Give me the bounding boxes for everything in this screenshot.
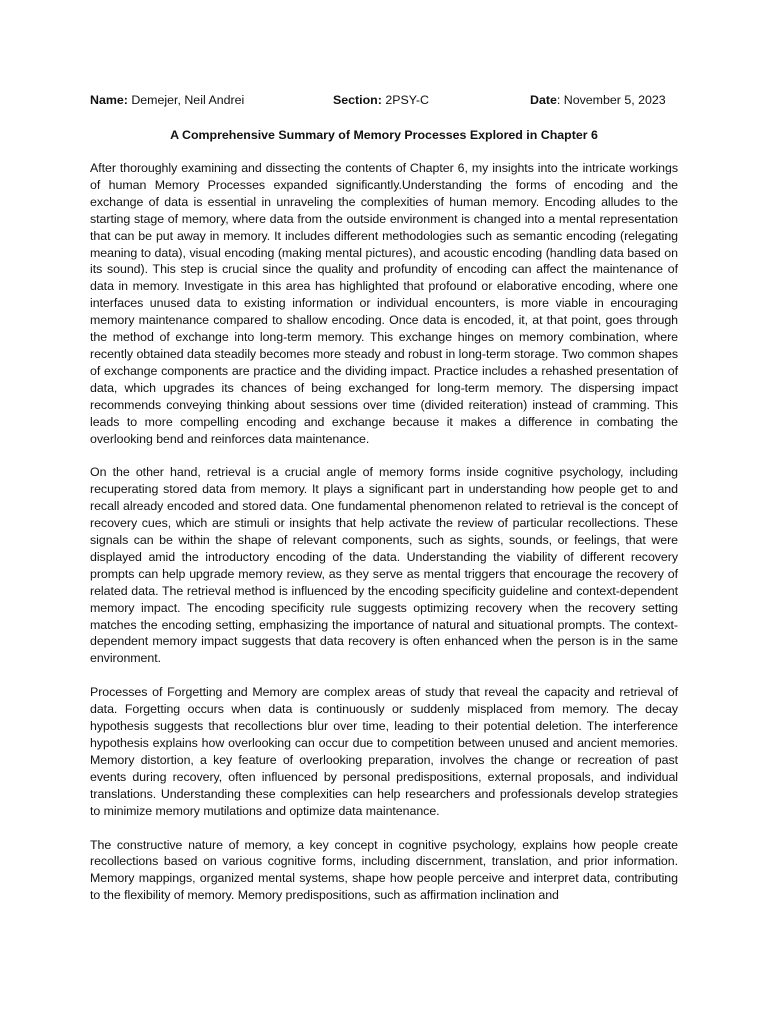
date-value: : November 5, 2023 bbox=[556, 93, 666, 107]
document-page bbox=[90, 91, 678, 904]
paragraph-forgetting: Processes of Forgetting and Memory are complex areas of study that reveal the capacity and retrieval of data. Forgetting occurs when data is continuously or suddenly misplaced from memory. The decay hypothesis suggests that recollections blur over time, leading to their potential deletion. The interference hypothesis explains how overlooking can occur due to competition between unused and ancient memories. Memory distortion, a key feature of overlooking preparation, involves the change or recreation of past events during recovery, often influenced by personal predispositions, external proposals, and individual translations. Understanding these complexities can help researchers and professionals develop strategies to minimize memory mutilations and optimize data maintenance. bbox=[90, 685, 678, 818]
section-value: 2PSY-C bbox=[385, 93, 429, 107]
paragraph-encoding: After thoroughly examining and dissecting the contents of Chapter 6, my insights into the intricate workings of human Memory Processes expanded significantly.Understanding the forms of encoding and the exchange of data is essential in unraveling the complexities of human memory. Encoding alludes to the starting stage of memory, where data from the outside environment is changed into a mental representation that can be put away in memory. It includes different methodologies such as semantic encoding (relegating meaning to data), visual encoding (making mental pictures), and acoustic encoding (handling data based on its sound). This step is crucial since the quality and profundity of encoding can affect the maintenance of data in memory. Investigate in this area has highlighted that profound or elaborative encoding, where one interfaces unused data to existing information or individual encounters, is more viable in encouraging memory maintenance compared to shallow encoding. Once data is encoded, it, at that point, goes through the method of exchange into long-term memory. This exchange hinges on memory combination, where recently obtained data steadily becomes more steady and robust in long-term storage. Two common shapes of exchange components are practice and the dividing impact. Practice includes a rehashed presentation of data, which upgrades its chances of being exchanged for long-term memory. The dispersing impact recommends conveying thinking about sessions over time (divided reiteration) instead of cramming. This leads to more compelling encoding and exchange because it makes a difference in combating the overlooking bend and reinforces data maintenance. bbox=[90, 161, 678, 446]
name-label: Name: bbox=[90, 93, 128, 107]
date-field bbox=[530, 91, 666, 109]
document-title: A Comprehensive Summary of Memory Processes Explored in Chapter 6 bbox=[170, 128, 598, 142]
name-field bbox=[90, 91, 244, 109]
paragraph-constructive-memory: The constructive nature of memory, a key concept in cognitive psychology, explains how people create recollections based on various cognitive forms, including discernment, translation, and prior information. Memory mappings, organized mental systems, shape how people perceive and interpret data, contributing to the flexibility of memory. Memory predispositions, such as affirmation inclination and bbox=[90, 837, 678, 903]
section-label: Section: bbox=[333, 93, 382, 107]
document-header bbox=[90, 91, 678, 111]
paragraph-retrieval: On the other hand, retrieval is a crucial angle of memory forms inside cognitive psychology, including recuperating stored data from memory. It plays a significant part in understanding how people get to and recall already encoded and stored data. One fundamental phenomenon related to retrieval is the concept of recovery cues, which are stimuli or insights that help activate the review of particular recollections. These signals can be within the shape of relevant components, such as sights, sounds, or feelings, that were displayed amid the introductory encoding of the data. Understanding the viability of different recovery prompts can help upgrade memory review, as they serve as mental triggers that encourage the recovery of related data. The retrieval method is influenced by the encoding specificity guideline and context-dependent memory impact. The encoding specificity rule suggests optimizing recovery when the recovery setting matches the encoding setting, emphasizing the importance of natural and situational prompts. The context-dependent memory impact suggests that data recovery is often enhanced when the person is in the same environment. bbox=[90, 465, 678, 666]
date-label: Date bbox=[530, 93, 557, 107]
name-value: Demejer, Neil Andrei bbox=[131, 93, 245, 107]
section-field bbox=[333, 91, 429, 109]
